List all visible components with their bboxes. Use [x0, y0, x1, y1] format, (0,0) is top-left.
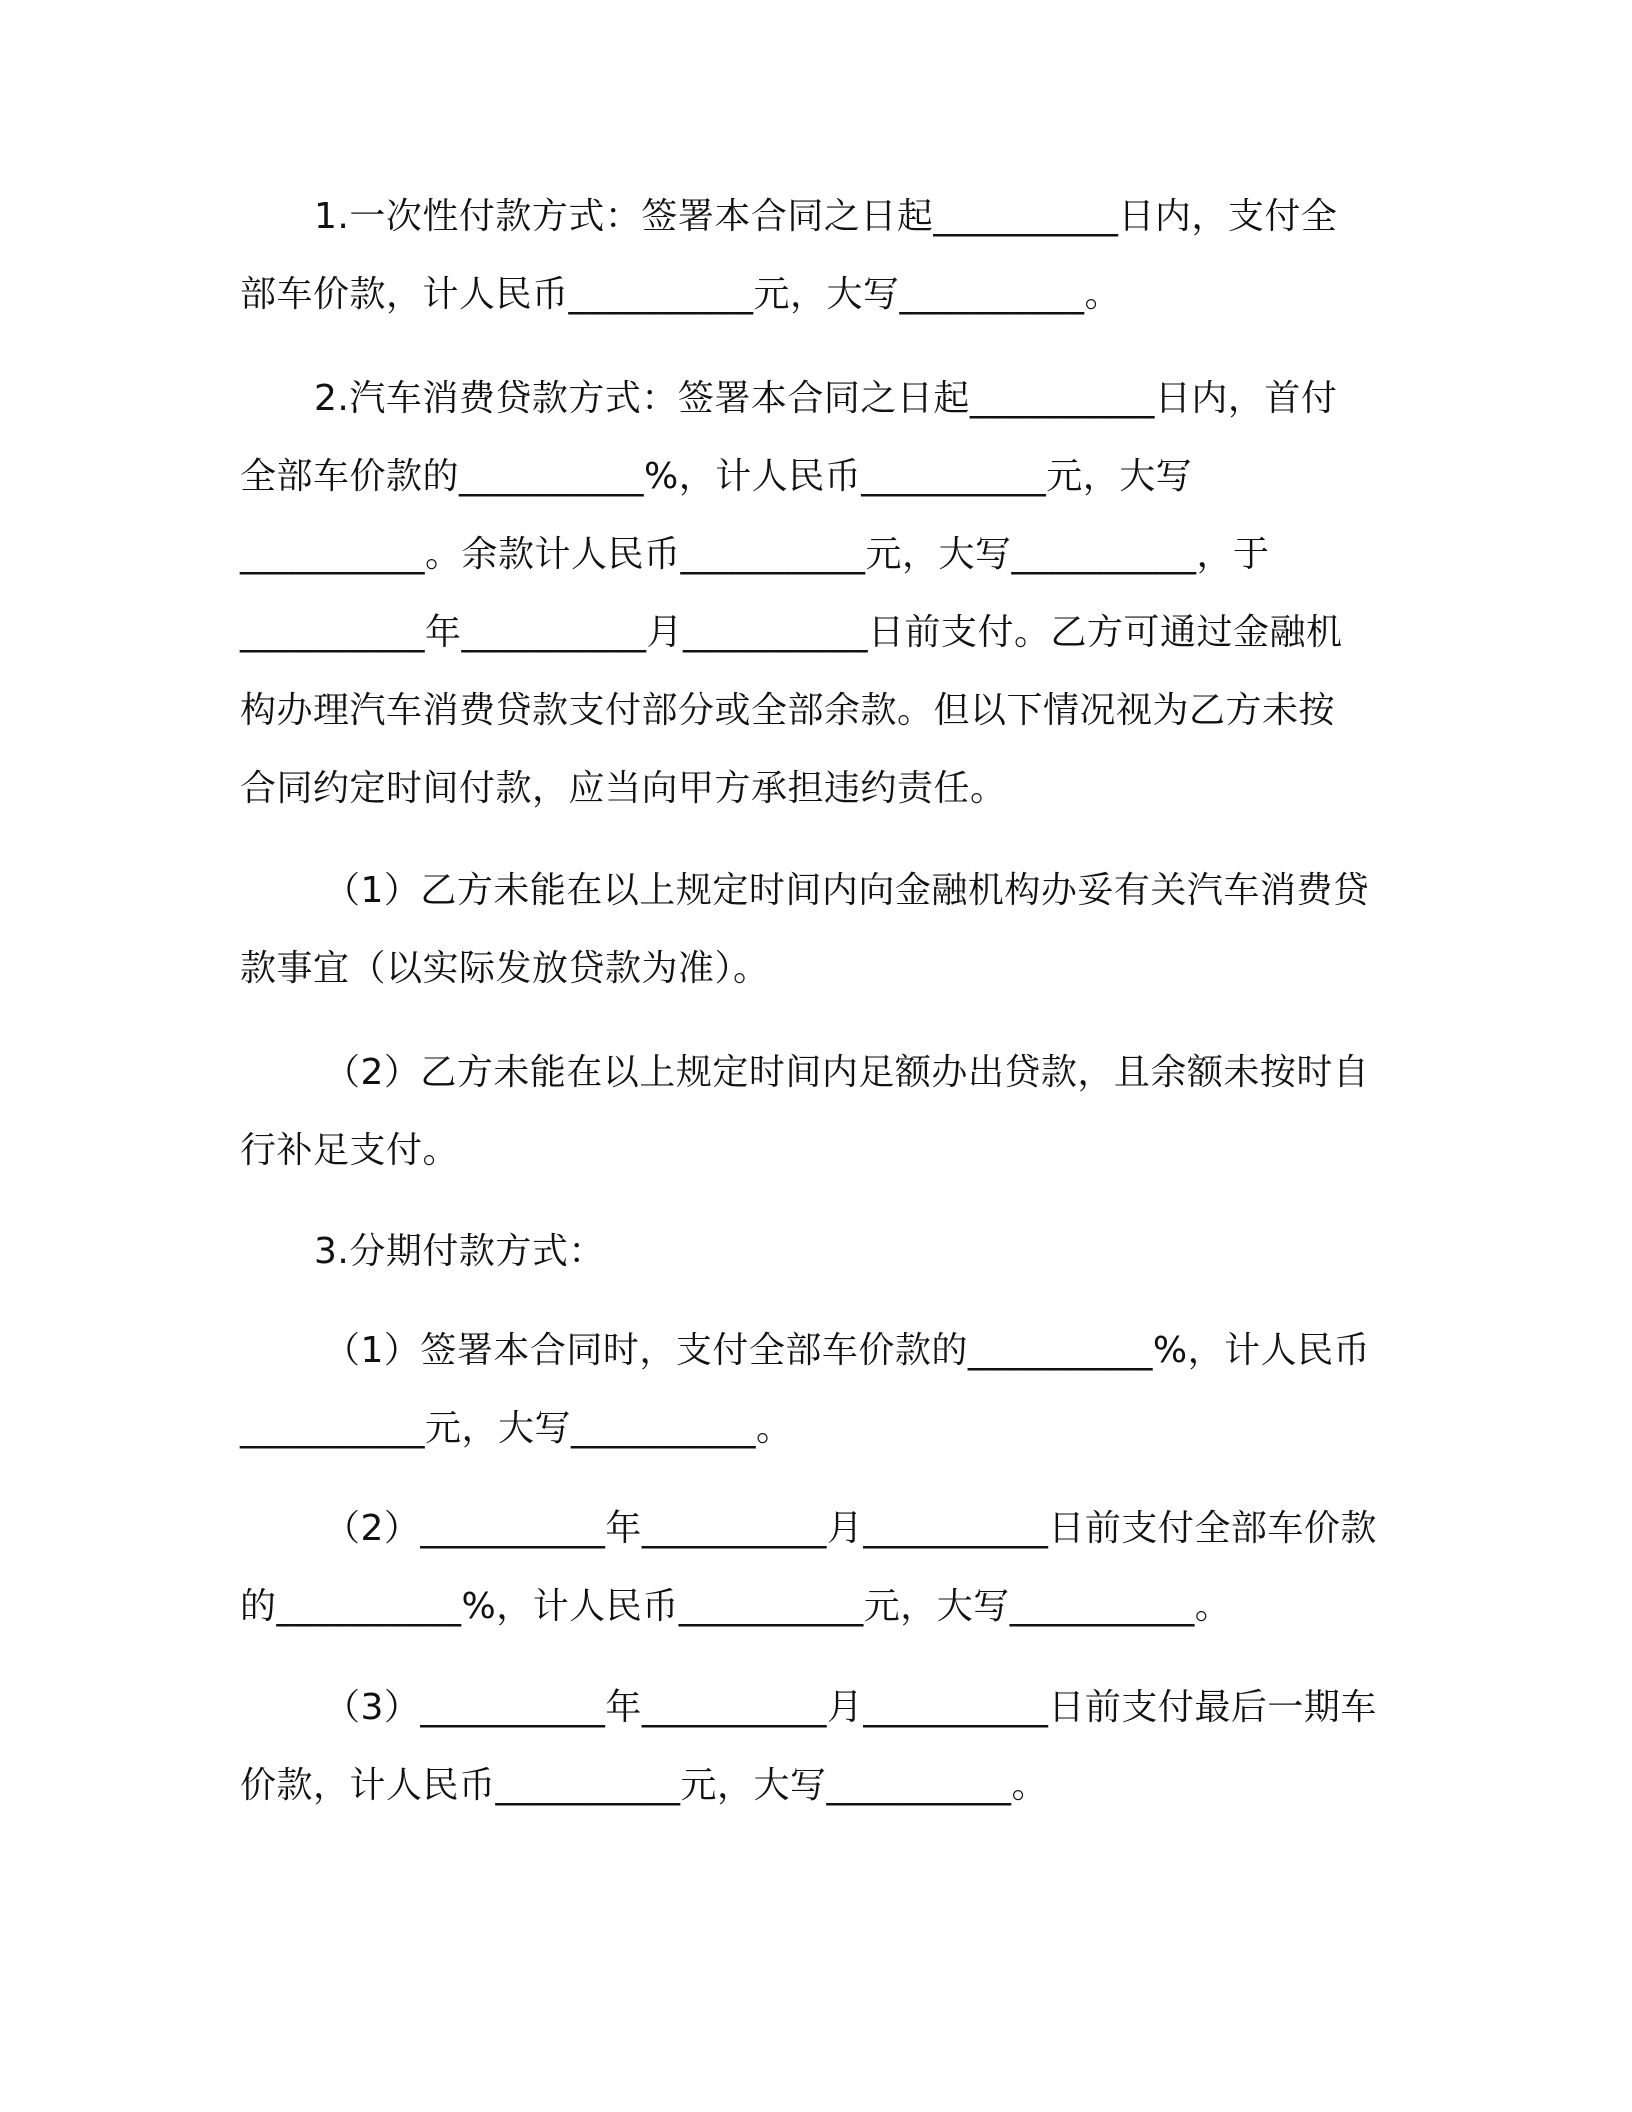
text-line: 1.一次性付款方式：签署本合同之日起__________日内，支付全	[314, 196, 1338, 237]
text-line: （3）__________年__________月__________日前支付最后一期车	[324, 1687, 1377, 1728]
text-line: 行补足支付。	[240, 1130, 460, 1171]
clause-2-item-2	[240, 1034, 1380, 1190]
text-line: 价款，计人民币__________元，大写__________。	[240, 1765, 1049, 1806]
text-line: __________年__________月__________日前支付。乙方可通过金融机	[240, 612, 1343, 653]
text-line: 2.汽车消费贷款方式：签署本合同之日起__________日内，首付	[314, 378, 1338, 419]
clause-2-auto-loan-payment	[240, 360, 1380, 828]
text-line: 合同约定时间付款，应当向甲方承担违约责任。	[240, 768, 1007, 809]
clause-3-installment-heading	[240, 1213, 1380, 1291]
text-line: 款事宜（以实际发放贷款为准）。	[240, 948, 770, 989]
clause-3-item-1	[240, 1312, 1380, 1468]
text-line: 3.分期付款方式：	[314, 1231, 605, 1272]
text-line: 的__________%，计人民币__________元，大写__________。	[240, 1586, 1232, 1627]
text-line: __________。余款计人民币__________元，大写__________，于	[240, 534, 1270, 575]
text-line: （2）乙方未能在以上规定时间内足额办出贷款，且余额未按时自	[324, 1052, 1370, 1093]
clause-3-item-3	[240, 1669, 1380, 1825]
text-line: 构办理汽车消费贷款支付部分或全部余款。但以下情况视为乙方未按	[240, 690, 1336, 731]
text-line: （1）乙方未能在以上规定时间内向金融机构办妥有关汽车消费贷	[324, 870, 1370, 911]
text-line: __________元，大写__________。	[240, 1408, 793, 1449]
text-line: （1）签署本合同时，支付全部车价款的__________%，计人民币	[324, 1330, 1371, 1371]
clause-3-item-2	[240, 1490, 1380, 1646]
clause-1-lump-sum-payment	[240, 178, 1380, 334]
text-line: （2）__________年__________月__________日前支付全部车价款	[324, 1508, 1377, 1549]
clause-2-item-1	[240, 852, 1380, 1008]
text-line: 部车价款，计人民币__________元，大写__________。	[240, 274, 1122, 315]
text-line: 全部车价款的__________%，计人民币__________元，大写	[240, 456, 1193, 497]
